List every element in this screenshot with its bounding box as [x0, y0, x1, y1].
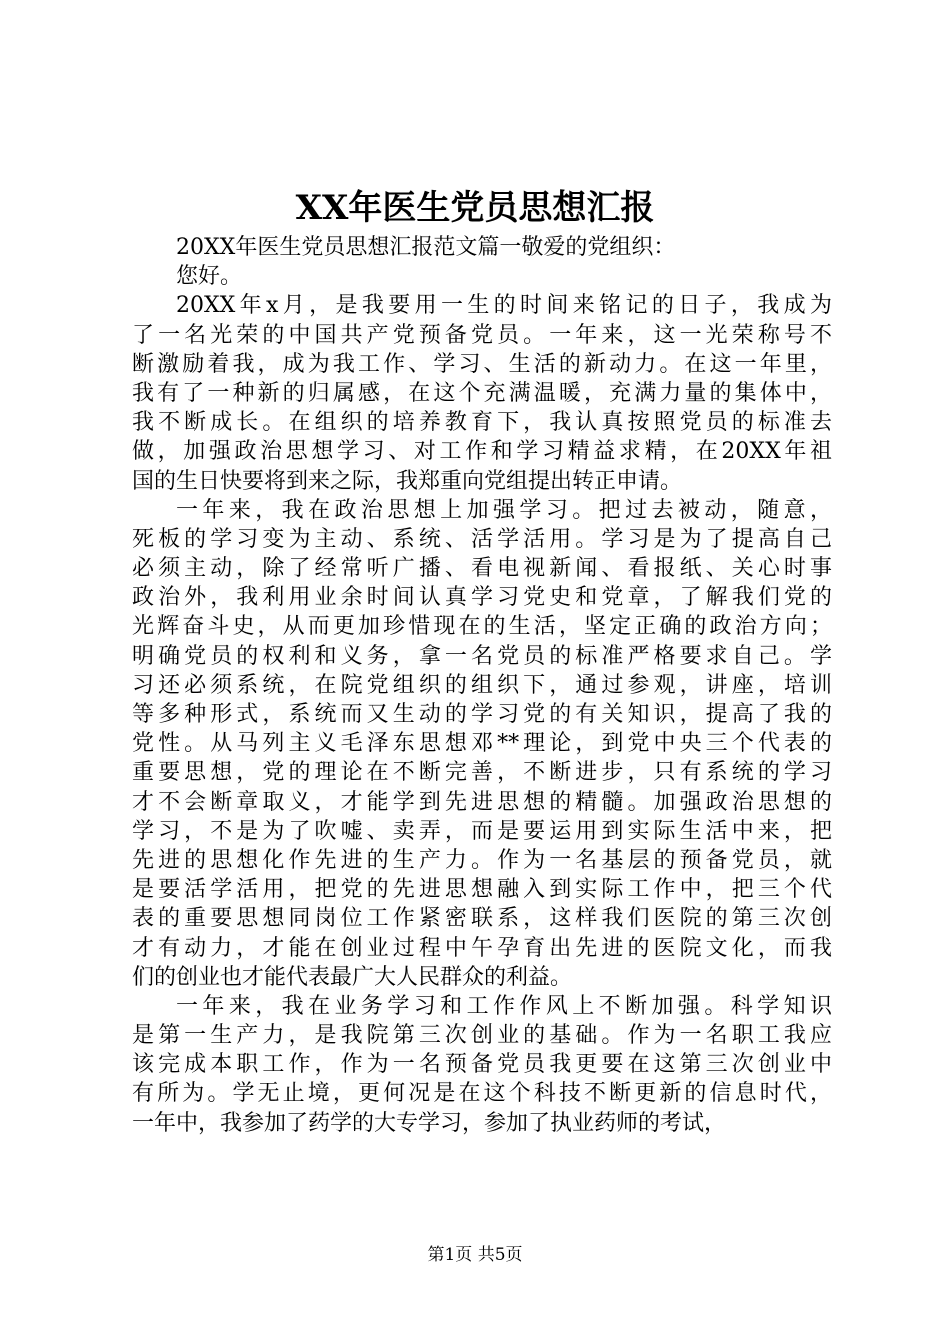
- text-line: 政治外，我利用业余时间认真学习党史和党章，了解我们党的: [132, 585, 832, 611]
- text-line: 党性。从马列主义毛泽东思想邓**理论，到党中央三个代表的: [132, 731, 832, 757]
- text-line: 一年来，我在业务学习和工作作风上不断加强。科学知识: [176, 993, 832, 1019]
- text-line: 做，加强政治思想学习、对工作和学习精益求精，在20XX年祖: [132, 439, 832, 465]
- text-line: 学习，不是为了吹嘘、卖弄，而是要运用到实际生活中来，把: [132, 818, 832, 844]
- text-line: 20XX年x月，是我要用一生的时间来铭记的日子，我成为: [176, 293, 832, 319]
- text-line: 我不断成长。在组织的培养教育下，我认真按照党员的标准去: [132, 410, 832, 436]
- text-line: 20XX年医生党员思想汇报范文篇一敬爱的党组织：: [176, 235, 676, 260]
- text-line: 是第一生产力，是我院第三次创业的基础。作为一名职工我应: [132, 1023, 832, 1049]
- page-footer: 第1页 共5页: [427, 1245, 523, 1265]
- text-line: 死板的学习变为主动、系统、活学活用。学习是为了提高自己: [132, 526, 832, 552]
- document-body: [132, 233, 832, 1138]
- paragraph: [132, 262, 832, 291]
- paragraph: [132, 233, 832, 262]
- text-line: 断激励着我，成为我工作、学习、生活的新动力。在这一年里，: [132, 351, 832, 377]
- text-line: 您好。: [176, 264, 243, 290]
- text-line: 国的生日快要将到来之际，我郑重向党组提出转正申请。: [132, 468, 683, 494]
- text-line: 了一名光荣的中国共产党预备党员。一年来，这一光荣称号不: [132, 322, 832, 348]
- text-line: 先进的思想化作先进的生产力。作为一名基层的预备党员，就: [132, 847, 832, 873]
- paragraph: [132, 992, 832, 1138]
- text-line: 们的创业也才能代表最广大人民群众的利益。: [132, 964, 573, 990]
- paragraph: [132, 291, 832, 495]
- text-line: 一年中，我参加了药学的大专学习，参加了执业药师的考试，: [132, 1110, 727, 1136]
- text-line: 重要思想，党的理论在不断完善，不断进步，只有系统的学习: [132, 760, 832, 786]
- document-title: XX年医生党员思想汇报: [295, 188, 655, 228]
- text-line: 等多种形式，系统而又生动的学习党的有关知识，提高了我的: [132, 702, 832, 727]
- text-line: 有所为。学无止境，更何况是在这个科技不断更新的信息时代，: [132, 1081, 832, 1107]
- text-line: 一年来，我在政治思想上加强学习。把过去被动，随意，: [176, 497, 832, 523]
- text-line: 才不会断章取义，才能学到先进思想的精髓。加强政治思想的: [132, 789, 832, 815]
- paragraph: [132, 496, 832, 992]
- text-line: 我有了一种新的归属感，在这个充满温暖，充满力量的集体中，: [132, 380, 832, 406]
- text-line: 表的重要思想同岗位工作紧密联系，这样我们医院的第三次创: [132, 906, 832, 932]
- text-line: 才有动力，才能在创业过程中午孕育出先进的医院文化，而我: [132, 935, 832, 961]
- text-line: 必须主动，除了经常听广播、看电视新闻、看报纸、关心时事: [132, 556, 832, 582]
- text-line: 明确党员的权利和义务，拿一名党员的标准严格要求自己。学: [132, 643, 832, 669]
- text-line: 该完成本职工作，作为一名预备党员我更要在这第三次创业中: [132, 1052, 832, 1078]
- text-line: 光辉奋斗史，从而更加珍惜现在的生活，坚定正确的政治方向；: [132, 614, 832, 640]
- text-line: 习还必须系统，在院党组织的组织下，通过参观，讲座，培训: [132, 672, 832, 698]
- text-line: 是要活学活用，把党的先进思想融入到实际工作中，把三个代: [132, 877, 832, 903]
